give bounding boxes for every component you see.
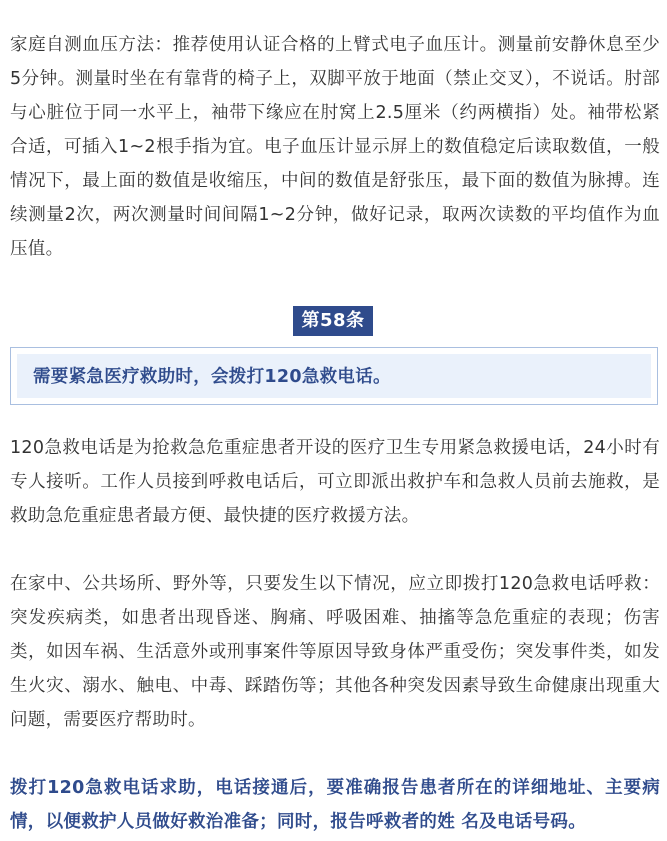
section-headline-inner bbox=[17, 354, 651, 398]
section-headline-text: 需要紧急医疗救助时，会拨打120急救电话。 bbox=[33, 367, 391, 387]
paragraph-120-introduction: 120急救电话是为抢救急危重症患者开设的医疗卫生专用紧急救援电话，24小时有专人接听。工作人员接到呼救电话后，可立即派出救护车和急救人员前去施救，是救助急危重症患者最方便、最快捷的医疗救援方法。 bbox=[10, 438, 660, 526]
section-number-badge: 第58条 bbox=[293, 306, 373, 336]
paragraph-when-to-call-120: 在家中、公共场所、野外等，只要发生以下情况，应立即拨打120急救电话呼救：突发疾病类，如患者出现昏迷、胸痛、呼吸困难、抽搐等急危重症的表现；伤害类，如因车祸、生活意外或刑事案件等原因导致身体严重受伤；突发事件类，如发生火灾、溺水、触电、中毒、踩踏伤等；其他各种突发因素导致生命健康出现重大问题，需要医疗帮助时。 bbox=[10, 574, 660, 730]
paragraph-how-to-report: 拨打120急救电话求助，电话接通后，要准确报告患者所在的详细地址、主要病情，以便救护人员做好救治准备；同时，报告呼救者的姓 名及电话号码。 bbox=[10, 778, 660, 832]
section-headline-box bbox=[10, 347, 658, 405]
paragraph-home-bp-measurement: 家庭自测血压方法：推荐使用认证合格的上臂式电子血压计。测量前安静休息至少5分钟。测量时坐在有靠背的椅子上，双脚平放于地面（禁止交叉），不说话。肘部与心脏位于同一水平上，袖带下缘应在肘窝上2.5厘米（约两横指）处。袖带松紧合适，可插入1~2根手指为宜。电子血压计显示屏上的数值稳定后读取数值，一般情况下，最上面的数值是收缩压，中间的数值是舒张压，最下面的数值为脉搏。连续测量2次，两次测量时间间隔1~2分钟，做好记录，取两次读数的平均值作为血压值。 bbox=[10, 35, 660, 259]
